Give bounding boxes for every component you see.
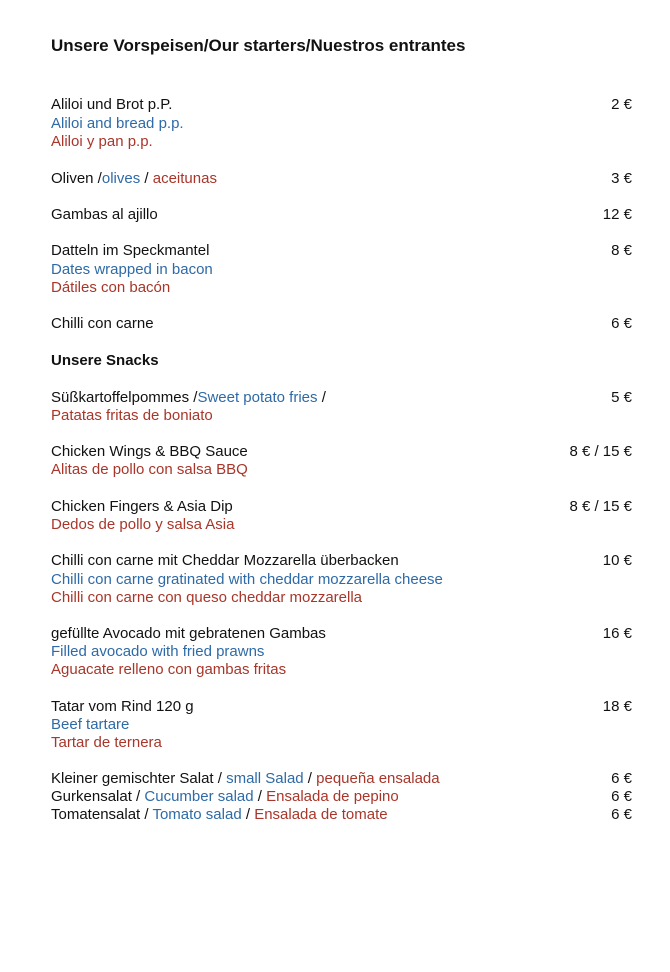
- separator: /: [317, 389, 326, 406]
- snack-avocado-en: Filled avocado with fried prawns: [51, 643, 265, 660]
- snack-chilli-cheese-de: Chilli con carne mit Cheddar Mozzarella überbacken: [51, 552, 399, 569]
- item-alioli-en: Aliloi and bread p.p.: [51, 115, 184, 132]
- snack-avocado-es: Aguacate relleno con gambas fritas: [51, 661, 287, 678]
- snack-salad-mixed-price: 6 €: [611, 770, 632, 787]
- item-alioli-de: Aliloi und Brot p.P.: [51, 96, 173, 113]
- separator: /: [131, 788, 145, 805]
- snack-salad-mixed-en: small Salad: [226, 770, 304, 787]
- snack-fingers-price: 8 € / 15 €: [569, 498, 632, 515]
- snack-tatar-en: Beef tartare: [51, 716, 130, 733]
- item-datteln-de: Datteln im Speckmantel: [51, 242, 210, 259]
- item-oliven-es: aceitunas: [152, 170, 217, 187]
- snack-salad-cucumber-en: Cucumber salad: [144, 788, 254, 805]
- page-title: Unsere Vorspeisen/Our starters/Nuestros entrantes: [51, 36, 466, 55]
- snack-fries-price: 5 €: [611, 389, 632, 406]
- item-alioli-price: 2 €: [611, 96, 632, 113]
- item-datteln-es: Dátiles con bacón: [51, 279, 171, 296]
- snack-wings-price: 8 € / 15 €: [569, 443, 632, 460]
- item-oliven-en: olives: [101, 170, 141, 187]
- snack-avocado-de: gefüllte Avocado mit gebratenen Gambas: [51, 625, 326, 642]
- snack-salad-mixed-es: pequeña ensalada: [316, 770, 440, 787]
- item-alioli-es: Aliloi y pan p.p.: [51, 133, 153, 150]
- item-chilli-price: 6 €: [611, 315, 632, 332]
- item-gambas-price: 12 €: [602, 206, 632, 223]
- snack-avocado-price: 16 €: [602, 625, 632, 642]
- snack-salad-cucumber-de: Gurkensalat: [51, 788, 132, 805]
- snack-salad-tomato: [51, 806, 388, 824]
- separator: /: [213, 770, 227, 787]
- snack-fries-es: Patatas fritas de boniato: [51, 407, 213, 424]
- snack-salad-tomato-en: Tomato salad: [152, 806, 242, 823]
- snack-tatar-de: Tatar vom Rind 120 g: [51, 698, 194, 715]
- separator: /: [303, 770, 317, 787]
- snack-fingers-de: Chicken Fingers & Asia Dip: [51, 498, 233, 515]
- item-oliven: [51, 170, 217, 188]
- snack-fingers-es: Dedos de pollo y salsa Asia: [51, 516, 235, 533]
- snack-wings-de: Chicken Wings & BBQ Sauce: [51, 443, 248, 460]
- snack-salad-cucumber-es: Ensalada de pepino: [266, 788, 399, 805]
- separator: /: [253, 788, 267, 805]
- item-datteln-en: Dates wrapped in bacon: [51, 261, 213, 278]
- snack-salad-mixed-de: Kleiner gemischter Salat: [51, 770, 214, 787]
- item-oliven-de: Oliven /: [51, 170, 102, 187]
- snack-chilli-cheese-es: Chilli con carne con queso cheddar mozzarella: [51, 589, 363, 606]
- snack-tatar-price: 18 €: [602, 698, 632, 715]
- snack-salad-tomato-price: 6 €: [611, 806, 632, 823]
- item-chilli-de: Chilli con carne: [51, 315, 154, 332]
- snack-chilli-cheese-price: 10 €: [602, 552, 632, 569]
- snack-fries-de: Süßkartoffelpommes /: [51, 389, 198, 406]
- snack-tatar-es: Tartar de ternera: [51, 734, 162, 751]
- snack-salad-tomato-de: Tomatensalat: [51, 806, 141, 823]
- snack-salad-cucumber: [51, 788, 399, 806]
- snack-salad-cucumber-price: 6 €: [611, 788, 632, 805]
- snack-fries: [51, 389, 326, 407]
- snacks-heading: Unsere Snacks: [51, 352, 159, 369]
- snack-fries-en: Sweet potato fries: [197, 389, 318, 406]
- snack-chilli-cheese-en: Chilli con carne gratinated with cheddar mozzarella cheese: [51, 571, 443, 588]
- separator: /: [140, 806, 153, 823]
- separator: /: [140, 170, 153, 187]
- item-datteln-price: 8 €: [611, 242, 632, 259]
- item-oliven-price: 3 €: [611, 170, 632, 187]
- snack-wings-es: Alitas de pollo con salsa BBQ: [51, 461, 248, 478]
- snack-salad-mixed: [51, 770, 440, 788]
- item-gambas-de: Gambas al ajillo: [51, 206, 158, 223]
- separator: /: [241, 806, 255, 823]
- snack-salad-tomato-es: Ensalada de tomate: [254, 806, 388, 823]
